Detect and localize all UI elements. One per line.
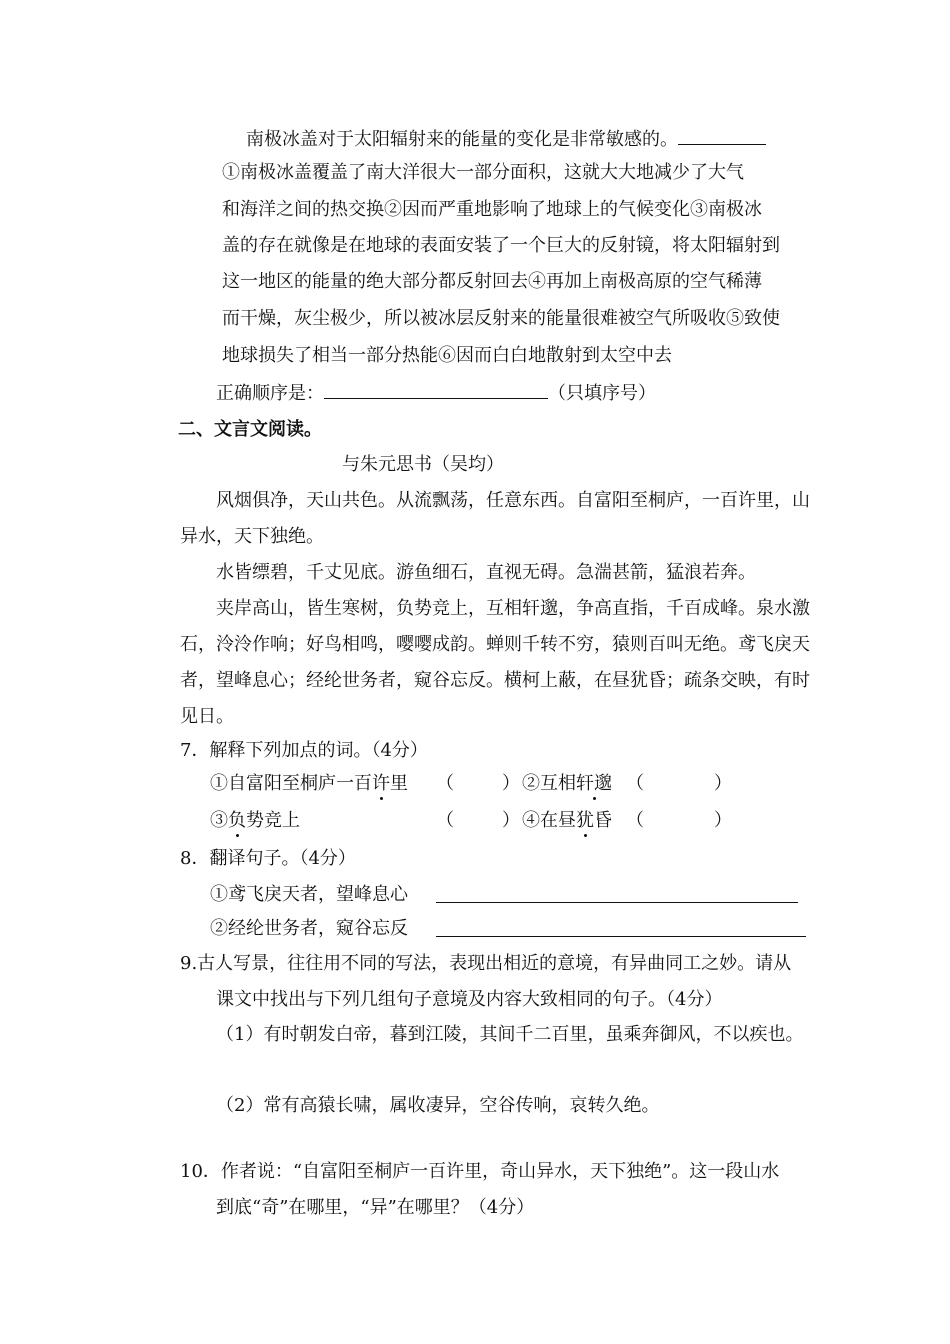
passage-line: 水皆缥碧，千丈见底。游鱼细石，直视无碍。急湍甚箭，猛浪若奔。 [216, 562, 756, 583]
q7-answer-3[interactable]: （ ） [436, 810, 520, 831]
q6-answer-blank[interactable] [678, 126, 766, 145]
passage-line: 异水，天下独绝。 [180, 526, 324, 547]
q7-answer-4[interactable]: （ ） [626, 810, 732, 831]
q7-item-2: ②互相轩邈 [522, 773, 612, 794]
q6-line: 和海洋之间的热交换②因而严重地影响了地球上的气候变化③南极冰 [222, 199, 762, 220]
q9-stem-line-2: 课文中找出与下列几组句子意境及内容大致相同的句子。（4分） [216, 989, 723, 1010]
q7-stem: 7．解释下列加点的词。（4分） [180, 740, 428, 761]
q6-line: 盖的存在就像是在地球的表面安装了一个巨大的反射镜，将太阳辐射到 [222, 235, 780, 256]
q8-sentence-1: ①鸢飞戾天者，望峰息心 [210, 884, 408, 905]
q8-answer-2[interactable] [436, 918, 806, 937]
q10-stem-line-1: 10．作者说：“自富阳至桐庐一百许里，奇山异水，天下独绝”。这一段山水 [180, 1161, 780, 1182]
q6-order-hint: （只填序号） [548, 383, 656, 404]
q6-lead: 南极冰盖对于太阳辐射来的能量的变化是非常敏感的。 [246, 129, 678, 150]
q9-item-2: （2）常有高猿长啸，属收凄异，空谷传响，哀转久绝。 [216, 1095, 660, 1116]
q9-item-1: （1）有时朝发白帝，暮到江陵，其间千二百里，虽乘奔御风，不以疾也。 [216, 1024, 804, 1045]
passage-title: 与朱元思书（吴均） [342, 454, 504, 475]
emphasis-dot-word: 负 [228, 810, 246, 831]
emphasis-dot-word: 犹 [576, 810, 594, 831]
q8-sentence-2: ②经纶世务者，窥谷忘反 [210, 918, 408, 939]
passage-line: 见日。 [180, 706, 234, 727]
q7-row-1 [210, 772, 408, 796]
q6-line: 而干燥，灰尘极少，所以被冰层反射来的能量很难被空气所吸收⑤致使 [222, 308, 780, 329]
q7-item-3: ③负势竞上 [210, 810, 300, 831]
q9-stem-line-1: 9.古人写景，往往用不同的写法，表现出相近的意境，有异曲同工之妙。请从 [180, 953, 792, 974]
q6-order-line [216, 380, 656, 406]
passage-line: 风烟俱净，天山共色。从流飘荡，任意东西。自富阳至桐庐，一百许里，山 [216, 490, 810, 511]
q10-stem-line-2: 到底“奇”在哪里，“异”在哪里？（4分） [216, 1197, 535, 1218]
q6-lead-line [246, 126, 766, 152]
q8-stem: 8．翻译句子。（4分） [180, 848, 356, 869]
passage-line: 者，望峰息心；经纶世务者，窥谷忘反。横柯上蔽，在昼犹昏；疏条交映，有时 [180, 670, 810, 691]
passage-line: 夹岸高山，皆生寒树，负势竞上，互相轩邈，争高直指，千百成峰。泉水激 [216, 598, 810, 619]
emphasis-dot-word: 许 [372, 773, 390, 794]
q6-line: 这一地区的能量的绝大部分都反射回去④再加上南极高原的空气稀薄 [222, 271, 762, 292]
emphasis-dot-word: 轩邈 [576, 773, 612, 794]
section-heading: 二、文言文阅读。 [178, 419, 322, 440]
q7-item-4: ④在昼犹昏 [522, 810, 612, 831]
q6-order-label: 正确顺序是： [216, 383, 324, 404]
q7-item-1: ①自富阳至桐庐一百许里 [210, 773, 408, 794]
q6-order-blank[interactable] [324, 380, 548, 399]
q7-answer-1[interactable]: （ ） [436, 773, 520, 794]
q8-answer-1[interactable] [436, 884, 798, 903]
q6-line: ①南极冰盖覆盖了南大洋很大一部分面积，这就大大地减少了大气 [222, 162, 744, 183]
q6-line: 地球损失了相当一部分热能⑥因而白白地散射到太空中去 [222, 345, 672, 366]
q7-answer-2[interactable]: （ ） [626, 773, 732, 794]
passage-line: 石，泠泠作响；好鸟相鸣，嘤嘤成韵。蝉则千转不穷，猿则百叫无绝。鸢飞戾天 [180, 634, 810, 655]
